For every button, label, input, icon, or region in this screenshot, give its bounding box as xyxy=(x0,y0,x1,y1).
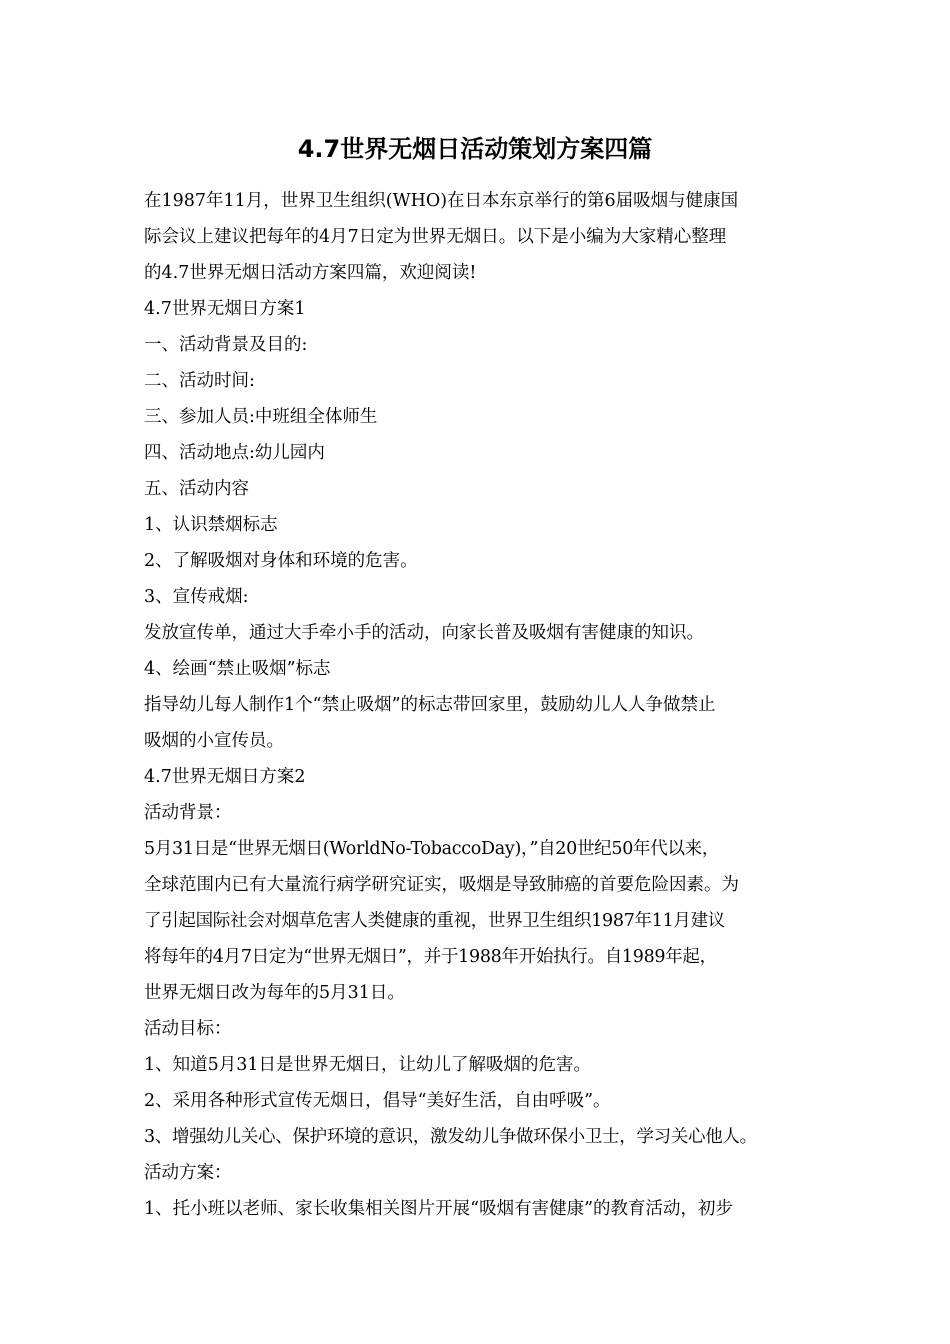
list-item: 1、知道5月31日是世界无烟日，让幼儿了解吸烟的危害。 xyxy=(144,1055,592,1075)
paragraph-line: 活动目标： xyxy=(144,1019,232,1039)
paragraph-line: 的4.7世界无烟日活动方案四篇，欢迎阅读! xyxy=(144,263,477,283)
paragraph-line: 五、活动内容 xyxy=(144,479,249,499)
section-heading: 4.7世界无烟日方案1 xyxy=(144,299,306,319)
paragraph-line: 世界无烟日改为每年的5月31日。 xyxy=(144,983,405,1003)
paragraph-line: 二、活动时间: xyxy=(144,371,255,391)
paragraph-line: 在1987年11月，世界卫生组织(WHO)在日本东京举行的第6届吸烟与健康国 xyxy=(144,191,739,211)
list-item: 4、绘画“禁止吸烟”标志 xyxy=(144,659,331,679)
paragraph-line: 全球范围内已有大量流行病学研究证实，吸烟是导致肺癌的首要危险因素。为 xyxy=(144,875,739,895)
paragraph-line: 5月31日是“世界无烟日(WorldNo-TobaccoDay)，”自20世纪50年代以来， xyxy=(144,839,720,859)
list-item: 2、采用各种形式宣传无烟日，倡导“美好生活，自由呼吸”。 xyxy=(144,1091,611,1111)
list-item: 1、认识禁烟标志 xyxy=(144,515,278,535)
paragraph-line: 际会议上建议把每年的4月7日定为世界无烟日。以下是小编为大家精心整理 xyxy=(144,227,727,247)
paragraph-line: 了引起国际社会对烟草危害人类健康的重视，世界卫生组织1987年11月建议 xyxy=(144,911,726,931)
paragraph-line: 吸烟的小宣传员。 xyxy=(144,731,284,751)
paragraph-line: 三、参加人员:中班组全体师生 xyxy=(144,407,378,427)
list-item: 2、了解吸烟对身体和环境的危害。 xyxy=(144,551,418,571)
paragraph-line: 活动方案： xyxy=(144,1163,232,1183)
paragraph-line: 指导幼儿每人制作1个“禁止吸烟”的标志带回家里，鼓励幼儿人人争做禁止 xyxy=(144,695,716,715)
paragraph-line: 一、活动背景及目的: xyxy=(144,335,308,355)
document-title: 4.7世界无烟日活动策划方案四篇 xyxy=(297,135,653,163)
paragraph-line: 四、活动地点:幼儿园内 xyxy=(144,443,325,463)
list-item: 3、增强幼儿关心、保护环境的意识，激发幼儿争做环保小卫士，学习关心他人。 xyxy=(144,1127,757,1147)
document-body xyxy=(144,183,824,1227)
list-item: 1、托小班以老师、家长收集相关图片开展“吸烟有害健康”的教育活动，初步 xyxy=(144,1199,734,1219)
paragraph-line: 活动背景： xyxy=(144,803,232,823)
paragraph-line: 将每年的4月7日定为“世界无烟日”，并于1988年开始执行。自1989年起， xyxy=(144,947,717,967)
list-item: 3、宣传戒烟: xyxy=(144,587,249,607)
paragraph-line: 发放宣传单，通过大手牵小手的活动，向家长普及吸烟有害健康的知识。 xyxy=(144,623,704,643)
section-heading: 4.7世界无烟日方案2 xyxy=(144,767,306,787)
